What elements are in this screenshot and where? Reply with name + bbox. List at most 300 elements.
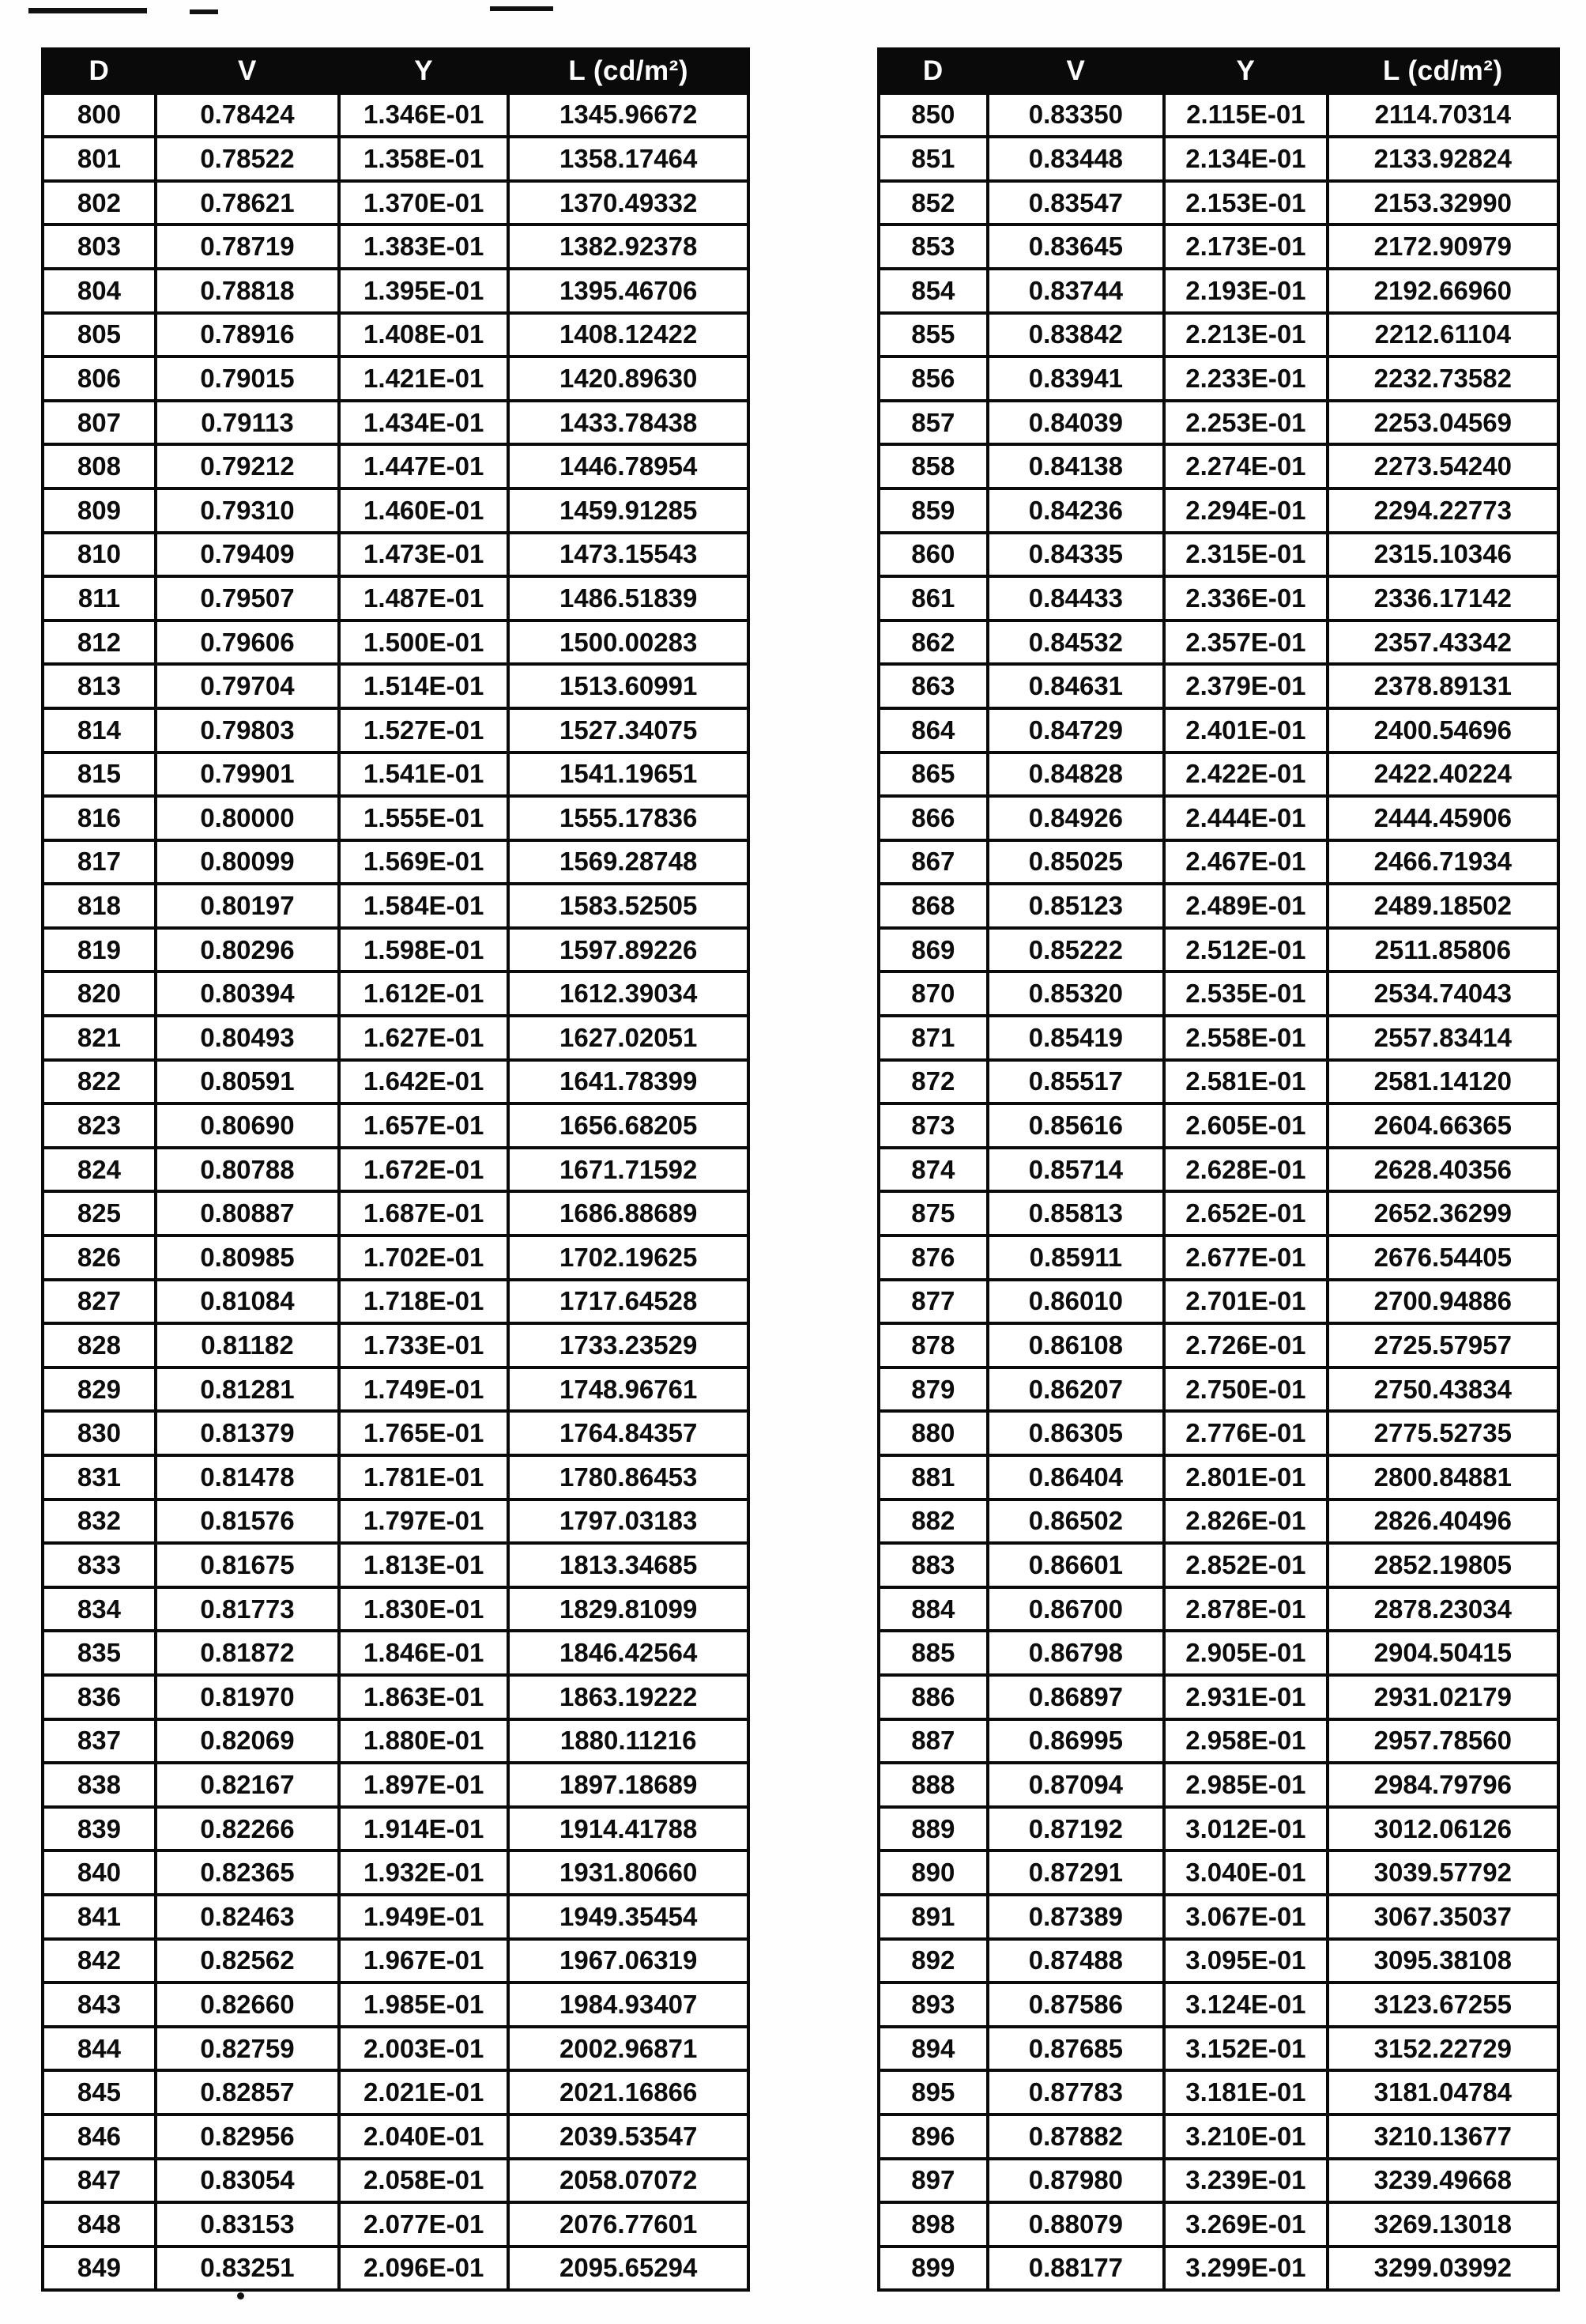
l-cell: 1813.34685 [508,1543,748,1587]
d-cell: 830 [43,1411,156,1455]
v-cell: 0.85123 [988,884,1165,928]
v-cell: 0.85813 [988,1191,1165,1236]
v-cell: 0.85714 [988,1148,1165,1192]
y-cell: 1.949E-01 [339,1895,508,1939]
v-cell: 0.79212 [156,444,339,489]
l-cell: 3210.13677 [1328,2115,1558,2159]
v-cell: 0.80099 [156,840,339,885]
y-cell: 1.460E-01 [339,489,508,533]
y-cell: 3.040E-01 [1164,1851,1327,1895]
d-cell: 816 [43,796,156,840]
table-row [879,971,1558,1016]
l-cell: 2489.18502 [1328,884,1558,928]
y-cell: 1.897E-01 [339,1763,508,1807]
y-cell: 1.541E-01 [339,753,508,797]
table-row [879,1983,1558,2027]
d-cell: 820 [43,971,156,1016]
v-cell: 0.83054 [156,2159,339,2203]
l-cell: 2378.89131 [1328,664,1558,708]
l-cell: 2725.57957 [1328,1323,1558,1368]
v-cell: 0.83744 [988,269,1165,313]
v-cell: 0.85911 [988,1236,1165,1280]
table-row [879,401,1558,445]
y-cell: 2.985E-01 [1164,1763,1327,1807]
d-cell: 854 [879,269,988,313]
v-cell: 0.84433 [988,576,1165,621]
v-cell: 0.81281 [156,1368,339,1412]
y-cell: 2.294E-01 [1164,489,1327,533]
table-row [879,1631,1558,1675]
col-header-d: D [43,49,156,93]
y-cell: 2.233E-01 [1164,357,1327,401]
y-cell: 2.878E-01 [1164,1587,1327,1632]
v-cell: 0.84532 [988,621,1165,665]
y-cell: 2.040E-01 [339,2115,508,2159]
d-cell: 893 [879,1983,988,2027]
l-cell: 3039.57792 [1328,1851,1558,1895]
table-row [43,1543,748,1587]
d-cell: 853 [879,224,988,269]
l-cell: 1583.52505 [508,884,748,928]
table-row [879,621,1558,665]
l-cell: 1641.78399 [508,1060,748,1104]
v-cell: 0.80887 [156,1191,339,1236]
d-cell: 844 [43,2027,156,2071]
table-row [879,2247,1558,2291]
v-cell: 0.81970 [156,1675,339,1719]
scan-artifact [190,9,218,14]
table-row [43,1016,748,1060]
l-cell: 2700.94886 [1328,1280,1558,1324]
y-cell: 2.581E-01 [1164,1060,1327,1104]
v-cell: 0.82759 [156,2027,339,2071]
y-cell: 1.702E-01 [339,1236,508,1280]
d-cell: 851 [879,137,988,181]
y-cell: 1.932E-01 [339,1851,508,1895]
y-cell: 2.826E-01 [1164,1500,1327,1544]
l-cell: 2557.83414 [1328,1016,1558,1060]
y-cell: 1.598E-01 [339,928,508,972]
table-header-row [43,49,748,93]
l-cell: 2153.32990 [1328,181,1558,225]
table-row [879,313,1558,357]
l-cell: 2400.54696 [1328,708,1558,753]
l-cell: 2904.50415 [1328,1631,1558,1675]
l-cell: 1656.68205 [508,1104,748,1148]
table-row [43,2202,748,2247]
d-cell: 890 [879,1851,988,1895]
l-cell: 2039.53547 [508,2115,748,2159]
l-cell: 2021.16866 [508,2070,748,2115]
d-cell: 898 [879,2202,988,2247]
y-cell: 2.558E-01 [1164,1016,1327,1060]
table-row [43,664,748,708]
table-row [879,137,1558,181]
d-cell: 848 [43,2202,156,2247]
table-codes-800-849 [41,47,750,2292]
d-cell: 843 [43,1983,156,2027]
y-cell: 2.726E-01 [1164,1323,1327,1368]
d-cell: 881 [879,1455,988,1500]
d-cell: 876 [879,1236,988,1280]
table-row [43,708,748,753]
d-cell: 894 [879,2027,988,2071]
l-cell: 1527.34075 [508,708,748,753]
y-cell: 1.672E-01 [339,1148,508,1192]
d-cell: 891 [879,1895,988,1939]
table-row [879,1543,1558,1587]
l-cell: 1569.28748 [508,840,748,885]
d-cell: 808 [43,444,156,489]
y-cell: 1.627E-01 [339,1016,508,1060]
v-cell: 0.83547 [988,181,1165,225]
d-cell: 871 [879,1016,988,1060]
table-row [43,1455,748,1500]
l-cell: 1671.71592 [508,1148,748,1192]
y-cell: 1.358E-01 [339,137,508,181]
v-cell: 0.82956 [156,2115,339,2159]
table-row [879,2202,1558,2247]
table-row [879,1719,1558,1764]
v-cell: 0.82857 [156,2070,339,2115]
l-cell: 2676.54405 [1328,1236,1558,1280]
d-cell: 836 [43,1675,156,1719]
d-cell: 833 [43,1543,156,1587]
y-cell: 1.830E-01 [339,1587,508,1632]
col-header-y: Y [1164,49,1327,93]
v-cell: 0.81773 [156,1587,339,1632]
y-cell: 1.383E-01 [339,224,508,269]
v-cell: 0.86897 [988,1675,1165,1719]
scan-artifact [490,6,553,11]
d-cell: 863 [879,664,988,708]
table-row [879,664,1558,708]
d-cell: 822 [43,1060,156,1104]
l-cell: 2826.40496 [1328,1500,1558,1544]
v-cell: 0.80000 [156,796,339,840]
v-cell: 0.83448 [988,137,1165,181]
d-cell: 878 [879,1323,988,1368]
v-cell: 0.87882 [988,2115,1165,2159]
v-cell: 0.82266 [156,1807,339,1851]
d-cell: 837 [43,1719,156,1764]
d-cell: 805 [43,313,156,357]
col-header-v: V [156,49,339,93]
v-cell: 0.87291 [988,1851,1165,1895]
d-cell: 850 [879,93,988,138]
y-cell: 2.173E-01 [1164,224,1327,269]
table-row [43,753,748,797]
d-cell: 813 [43,664,156,708]
v-cell: 0.81576 [156,1500,339,1544]
y-cell: 2.628E-01 [1164,1148,1327,1192]
v-cell: 0.87192 [988,1807,1165,1851]
y-cell: 3.269E-01 [1164,2202,1327,2247]
v-cell: 0.80296 [156,928,339,972]
l-cell: 2002.96871 [508,2027,748,2071]
d-cell: 868 [879,884,988,928]
v-cell: 0.85419 [988,1016,1165,1060]
d-cell: 857 [879,401,988,445]
table-row [879,533,1558,577]
y-cell: 3.210E-01 [1164,2115,1327,2159]
v-cell: 0.78424 [156,93,339,138]
v-cell: 0.87488 [988,1939,1165,1983]
l-cell: 1395.46706 [508,269,748,313]
l-cell: 1967.06319 [508,1939,748,1983]
v-cell: 0.87389 [988,1895,1165,1939]
y-cell: 3.152E-01 [1164,2027,1327,2071]
y-cell: 1.687E-01 [339,1191,508,1236]
l-cell: 2294.22773 [1328,489,1558,533]
l-cell: 2336.17142 [1328,576,1558,621]
l-cell: 3239.49668 [1328,2159,1558,2203]
v-cell: 0.86010 [988,1280,1165,1324]
y-cell: 1.765E-01 [339,1411,508,1455]
scan-artifact [28,8,147,13]
y-cell: 2.379E-01 [1164,664,1327,708]
y-cell: 2.489E-01 [1164,884,1327,928]
d-cell: 859 [879,489,988,533]
y-cell: 1.500E-01 [339,621,508,665]
d-cell: 849 [43,2247,156,2291]
l-cell: 1627.02051 [508,1016,748,1060]
l-cell: 3299.03992 [1328,2247,1558,2291]
l-cell: 3095.38108 [1328,1939,1558,1983]
table-row [879,93,1558,138]
d-cell: 831 [43,1455,156,1500]
v-cell: 0.83350 [988,93,1165,138]
l-cell: 2984.79796 [1328,1763,1558,1807]
y-cell: 1.880E-01 [339,1719,508,1764]
y-cell: 1.569E-01 [339,840,508,885]
y-cell: 1.813E-01 [339,1543,508,1587]
y-cell: 2.193E-01 [1164,269,1327,313]
table-row [43,313,748,357]
d-cell: 880 [879,1411,988,1455]
v-cell: 0.81675 [156,1543,339,1587]
d-cell: 827 [43,1280,156,1324]
v-cell: 0.78916 [156,313,339,357]
d-cell: 866 [879,796,988,840]
y-cell: 3.067E-01 [1164,1895,1327,1939]
v-cell: 0.87783 [988,2070,1165,2115]
v-cell: 0.79507 [156,576,339,621]
v-cell: 0.81379 [156,1411,339,1455]
y-cell: 3.124E-01 [1164,1983,1327,2027]
d-cell: 817 [43,840,156,885]
d-cell: 814 [43,708,156,753]
table-row [879,1411,1558,1455]
l-cell: 1846.42564 [508,1631,748,1675]
table-codes-850-899 [877,47,1560,2292]
y-cell: 2.512E-01 [1164,928,1327,972]
v-cell: 0.78719 [156,224,339,269]
l-cell: 2511.85806 [1328,928,1558,972]
table-row [43,1763,748,1807]
l-cell: 1446.78954 [508,444,748,489]
l-cell: 1408.12422 [508,313,748,357]
l-cell: 2775.52735 [1328,1411,1558,1455]
d-cell: 840 [43,1851,156,1895]
table-row [879,2070,1558,2115]
col-header-d: D [879,49,988,93]
scan-artifact [237,2292,244,2299]
table-row [43,884,748,928]
l-cell: 3152.22729 [1328,2027,1558,2071]
y-cell: 3.095E-01 [1164,1939,1327,1983]
l-cell: 2422.40224 [1328,753,1558,797]
table-row [43,928,748,972]
table-row [879,444,1558,489]
d-cell: 828 [43,1323,156,1368]
y-cell: 2.115E-01 [1164,93,1327,138]
col-header-v: V [988,49,1165,93]
v-cell: 0.80197 [156,884,339,928]
y-cell: 2.058E-01 [339,2159,508,2203]
d-cell: 865 [879,753,988,797]
table-row [879,269,1558,313]
l-cell: 1345.96672 [508,93,748,138]
v-cell: 0.81182 [156,1323,339,1368]
v-cell: 0.80394 [156,971,339,1016]
table-row [879,181,1558,225]
d-cell: 888 [879,1763,988,1807]
y-cell: 1.914E-01 [339,1807,508,1851]
v-cell: 0.78522 [156,137,339,181]
v-cell: 0.86207 [988,1368,1165,1412]
v-cell: 0.80690 [156,1104,339,1148]
y-cell: 2.213E-01 [1164,313,1327,357]
table-row [43,1280,748,1324]
table-row [879,1851,1558,1895]
table-row [879,489,1558,533]
y-cell: 1.421E-01 [339,357,508,401]
table-row [43,1323,748,1368]
d-cell: 803 [43,224,156,269]
v-cell: 0.86502 [988,1500,1165,1544]
v-cell: 0.84236 [988,489,1165,533]
table-row [43,489,748,533]
d-cell: 802 [43,181,156,225]
v-cell: 0.82167 [156,1763,339,1807]
table-row [879,1587,1558,1632]
v-cell: 0.79113 [156,401,339,445]
l-cell: 1597.89226 [508,928,748,972]
v-cell: 0.83941 [988,357,1165,401]
d-cell: 806 [43,357,156,401]
table-row [43,1104,748,1148]
y-cell: 2.750E-01 [1164,1368,1327,1412]
table-row [43,269,748,313]
l-cell: 2058.07072 [508,2159,748,2203]
l-cell: 1486.51839 [508,576,748,621]
v-cell: 0.84631 [988,664,1165,708]
d-cell: 879 [879,1368,988,1412]
y-cell: 1.612E-01 [339,971,508,1016]
y-cell: 2.776E-01 [1164,1411,1327,1455]
l-cell: 1897.18689 [508,1763,748,1807]
l-cell: 2172.90979 [1328,224,1558,269]
d-cell: 800 [43,93,156,138]
l-cell: 2357.43342 [1328,621,1558,665]
d-cell: 899 [879,2247,988,2291]
table-row [879,576,1558,621]
l-cell: 2232.73582 [1328,357,1558,401]
l-cell: 2534.74043 [1328,971,1558,1016]
y-cell: 1.487E-01 [339,576,508,621]
l-cell: 1513.60991 [508,664,748,708]
d-cell: 867 [879,840,988,885]
v-cell: 0.86995 [988,1719,1165,1764]
l-cell: 2133.92824 [1328,137,1558,181]
table-row [43,1587,748,1632]
table-row [879,1323,1558,1368]
table-row [879,1191,1558,1236]
l-cell: 1797.03183 [508,1500,748,1544]
y-cell: 2.467E-01 [1164,840,1327,885]
v-cell: 0.87685 [988,2027,1165,2071]
l-cell: 3123.67255 [1328,1983,1558,2027]
d-cell: 860 [879,533,988,577]
l-cell: 1433.78438 [508,401,748,445]
table-row [879,1016,1558,1060]
d-cell: 823 [43,1104,156,1148]
d-cell: 821 [43,1016,156,1060]
table-row [879,1104,1558,1148]
table-row [43,1939,748,1983]
y-cell: 2.153E-01 [1164,181,1327,225]
table-row [43,2115,748,2159]
d-cell: 883 [879,1543,988,1587]
l-cell: 1382.92378 [508,224,748,269]
v-cell: 0.86404 [988,1455,1165,1500]
table-row [879,1807,1558,1851]
l-cell: 2212.61104 [1328,313,1558,357]
y-cell: 2.677E-01 [1164,1236,1327,1280]
v-cell: 0.80985 [156,1236,339,1280]
table-row [879,1148,1558,1192]
y-cell: 1.395E-01 [339,269,508,313]
d-cell: 869 [879,928,988,972]
y-cell: 2.021E-01 [339,2070,508,2115]
l-cell: 2315.10346 [1328,533,1558,577]
table-row [879,224,1558,269]
l-cell: 2095.65294 [508,2247,748,2291]
col-header-y: Y [339,49,508,93]
l-cell: 3067.35037 [1328,1895,1558,1939]
d-cell: 832 [43,1500,156,1544]
y-cell: 1.985E-01 [339,1983,508,2027]
y-cell: 2.605E-01 [1164,1104,1327,1148]
y-cell: 1.555E-01 [339,796,508,840]
l-cell: 1863.19222 [508,1675,748,1719]
l-cell: 2114.70314 [1328,93,1558,138]
table-row [879,1763,1558,1807]
y-cell: 1.781E-01 [339,1455,508,1500]
v-cell: 0.88177 [988,2247,1165,2291]
table-row [43,576,748,621]
d-cell: 885 [879,1631,988,1675]
v-cell: 0.87094 [988,1763,1165,1807]
d-cell: 870 [879,971,988,1016]
v-cell: 0.84335 [988,533,1165,577]
table-row [879,1280,1558,1324]
y-cell: 3.239E-01 [1164,2159,1327,2203]
v-cell: 0.86700 [988,1587,1165,1632]
v-cell: 0.84828 [988,753,1165,797]
table-row [879,2027,1558,2071]
